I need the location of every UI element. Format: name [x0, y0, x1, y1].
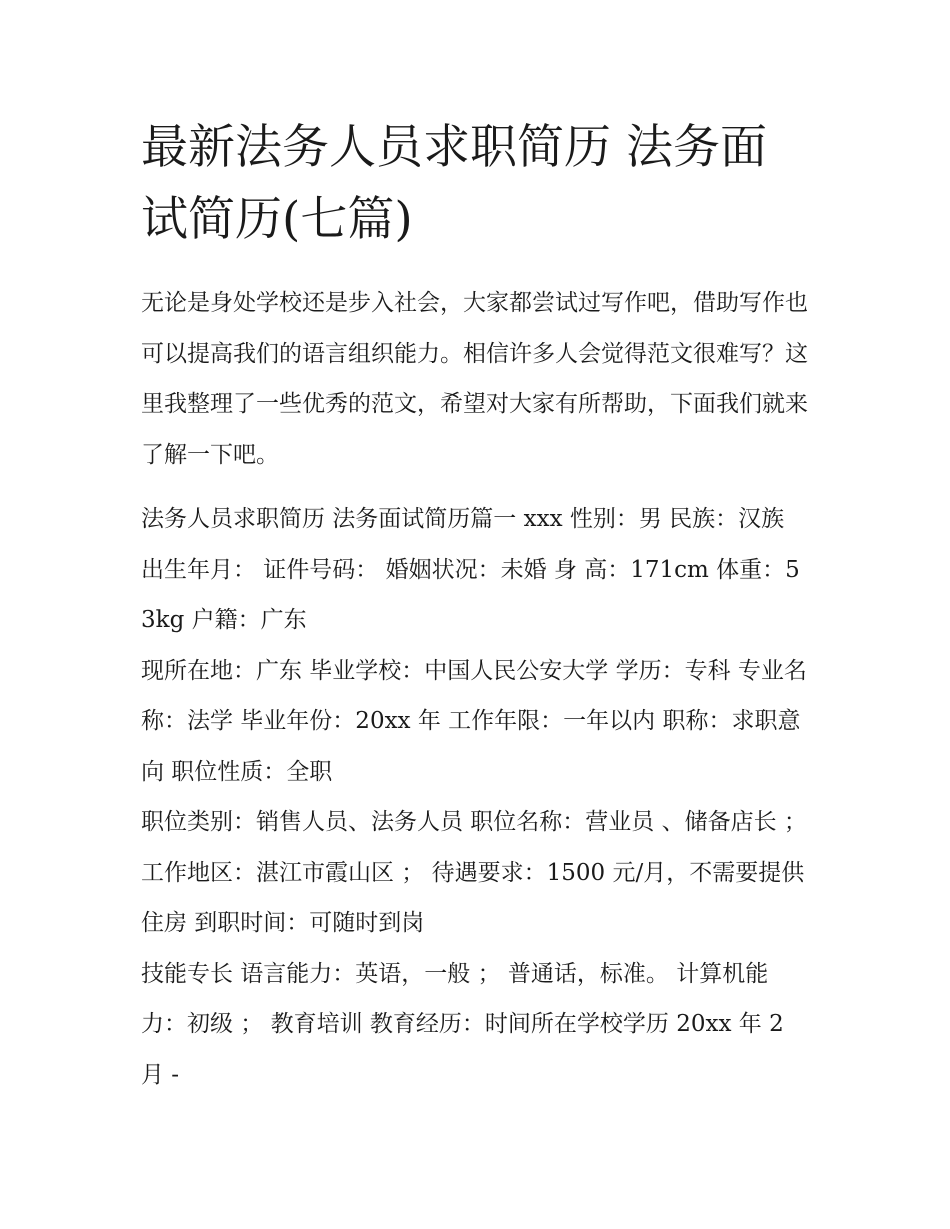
document-body — [141, 112, 813, 1100]
resume-basic-info-paragraph: 法务人员求职简历 法务面试简历篇一 xxx 性别：男 民族：汉族 出生年月： 证件号码： 婚姻状况：未婚 身 高：171cm 体重：53kg 户籍：广东 — [141, 506, 800, 633]
document-title: 最新法务人员求职简历 法务面试简历(七篇) — [141, 120, 767, 247]
intro-paragraph: 无论是身处学校还是步入社会，大家都尝试过写作吧，借助写作也可以提高我们的语言组织能力。相信许多人会觉得范文很难写？这里我整理了一些优秀的范文，希望对大家有所帮助，下面我们就来了解一下吧。 — [141, 290, 808, 468]
resume-job-intention-paragraph: 职位类别：销售人员、法务人员 职位名称：营业员 、储备店长 ； 工作地区：湛江市霞山区 ； 待遇要求：1500 元/月，不需要提供住房 到职时间：可随时到岗 — [141, 809, 807, 936]
resume-skills-paragraph: 技能专长 语言能力：英语，一般 ； 普通话，标准。 计算机能力：初级 ； 教育培训 教育经历：时间所在学校学历 20xx 年 2 月 - — [141, 960, 784, 1088]
resume-location-education-paragraph: 现所在地：广东 毕业学校：中国人民公安大学 学历：专科 专业名称：法学 毕业年份：20xx 年 工作年限：一年以内 职称：求职意向 职位性质：全职 — [141, 657, 807, 785]
